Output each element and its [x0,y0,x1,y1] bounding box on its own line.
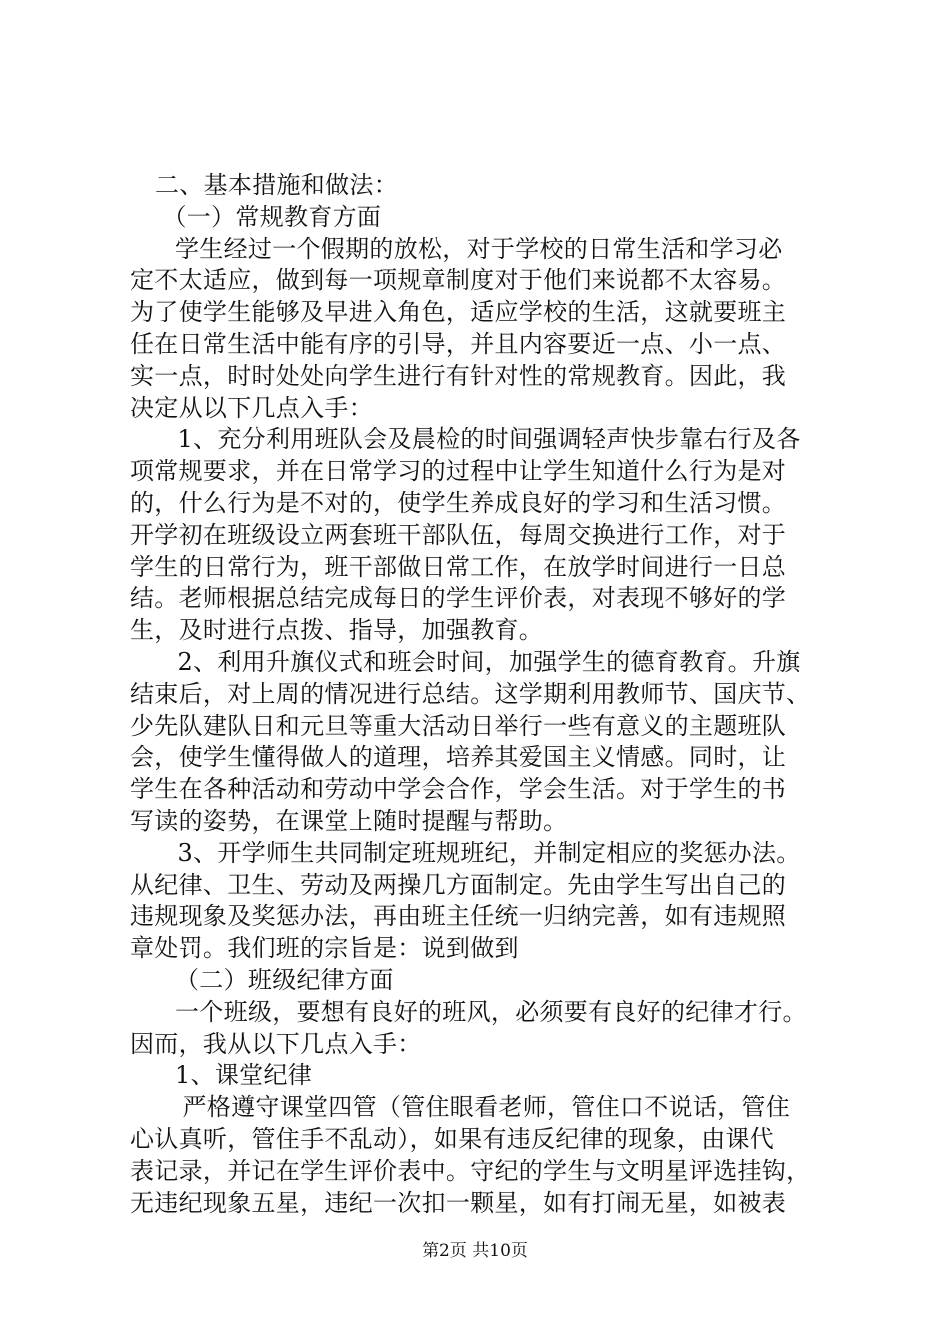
text-line: 2、利用升旗仪式和班会时间，加强学生的德育教育。升旗 [177,647,801,676]
text-line: 从纪律、卫生、劳动及两操几方面制定。先由学生写出自己的 [130,870,787,899]
text-line: 开学初在班级设立两套班干部队伍，每周交换进行工作，对于 [130,520,787,549]
text-line: 的，什么行为是不对的，使学生养成良好的学习和生活习惯。 [130,488,787,517]
text-line: 会，使学生懂得做人的道理，培养其爱国主义情感。同时，让 [130,743,787,772]
document-body [130,170,850,1219]
text-line: 定不太适应，做到每一项规章制度对于他们来说都不太容易。 [130,266,787,295]
text-line: 少先队建队日和元旦等重大活动日举行一些有意义的主题班队 [130,711,787,740]
text-line: 一个班级，要想有良好的班风，必须要有良好的纪律才行。 [175,997,807,1026]
text-line: （二）班级纪律方面 [175,965,394,994]
text-line: 学生的日常行为，班干部做日常工作，在放学时间进行一日总 [130,552,787,581]
text-line: 1、课堂纪律 [175,1061,313,1090]
text-line: 项常规要求，并在日常学习的过程中让学生知道什么行为是对 [130,457,787,486]
text-line: 1、充分利用班队会及晨检的时间强调轻声快步靠右行及各 [177,425,801,454]
text-line: 实一点，时时处处向学生进行有针对性的常规教育。因此，我 [130,361,787,390]
text-line: 结束后，对上周的情况进行总结。这学期利用教师节、国庆节、 [130,679,811,708]
text-line: 写读的姿势，在课堂上随时提醒与帮助。 [130,806,568,835]
text-line: 为了使学生能够及早进入角色，适应学校的生活，这就要班主 [130,298,787,327]
text-line: 3、开学师生共同制定班规班纪，并制定相应的奖惩办法。 [177,838,801,867]
text-line: 学生在各种活动和劳动中学会合作，学会生活。对于学生的书 [130,775,787,804]
text-line: 心认真听，管住手不乱动），如果有违反纪律的现象，由课代 [130,1124,775,1153]
text-line: 二、基本措施和做法： [155,171,398,199]
text-line: 结。老师根据总结完成每日的学生评价表，对表现不够好的学 [130,584,787,613]
text-line: 学生经过一个假期的放松，对于学校的日常生活和学习必 [175,234,783,263]
text-line: 生，及时进行点拨、指导，加强教育。 [130,616,544,645]
text-line: （一）常规教育方面 [162,202,382,231]
text-line: 任在日常生活中能有序的引导，并且内容要近一点、小一点、 [130,329,787,358]
page-footer: 第2页 共10页 [422,1241,528,1261]
text-line: 表记录，并记在学生评价表中。守纪的学生与文明星评选挂钩， [130,1156,811,1185]
text-line: 章处罚。我们班的宗旨是：说到做到 [130,934,519,963]
text-line: 违规现象及奖惩办法，再由班主任统一归纳完善，如有违规照 [130,902,787,931]
text-line: 无违纪现象五星，违纪一次扣一颗星，如有打闹无星，如被表 [130,1188,787,1217]
text-line: 严格遵守课堂四管（管住眼看老师，管住口不说话，管住 [182,1093,790,1122]
text-line: 因而，我从以下几点入手： [130,1029,422,1058]
text-line: 决定从以下几点入手： [130,393,373,422]
